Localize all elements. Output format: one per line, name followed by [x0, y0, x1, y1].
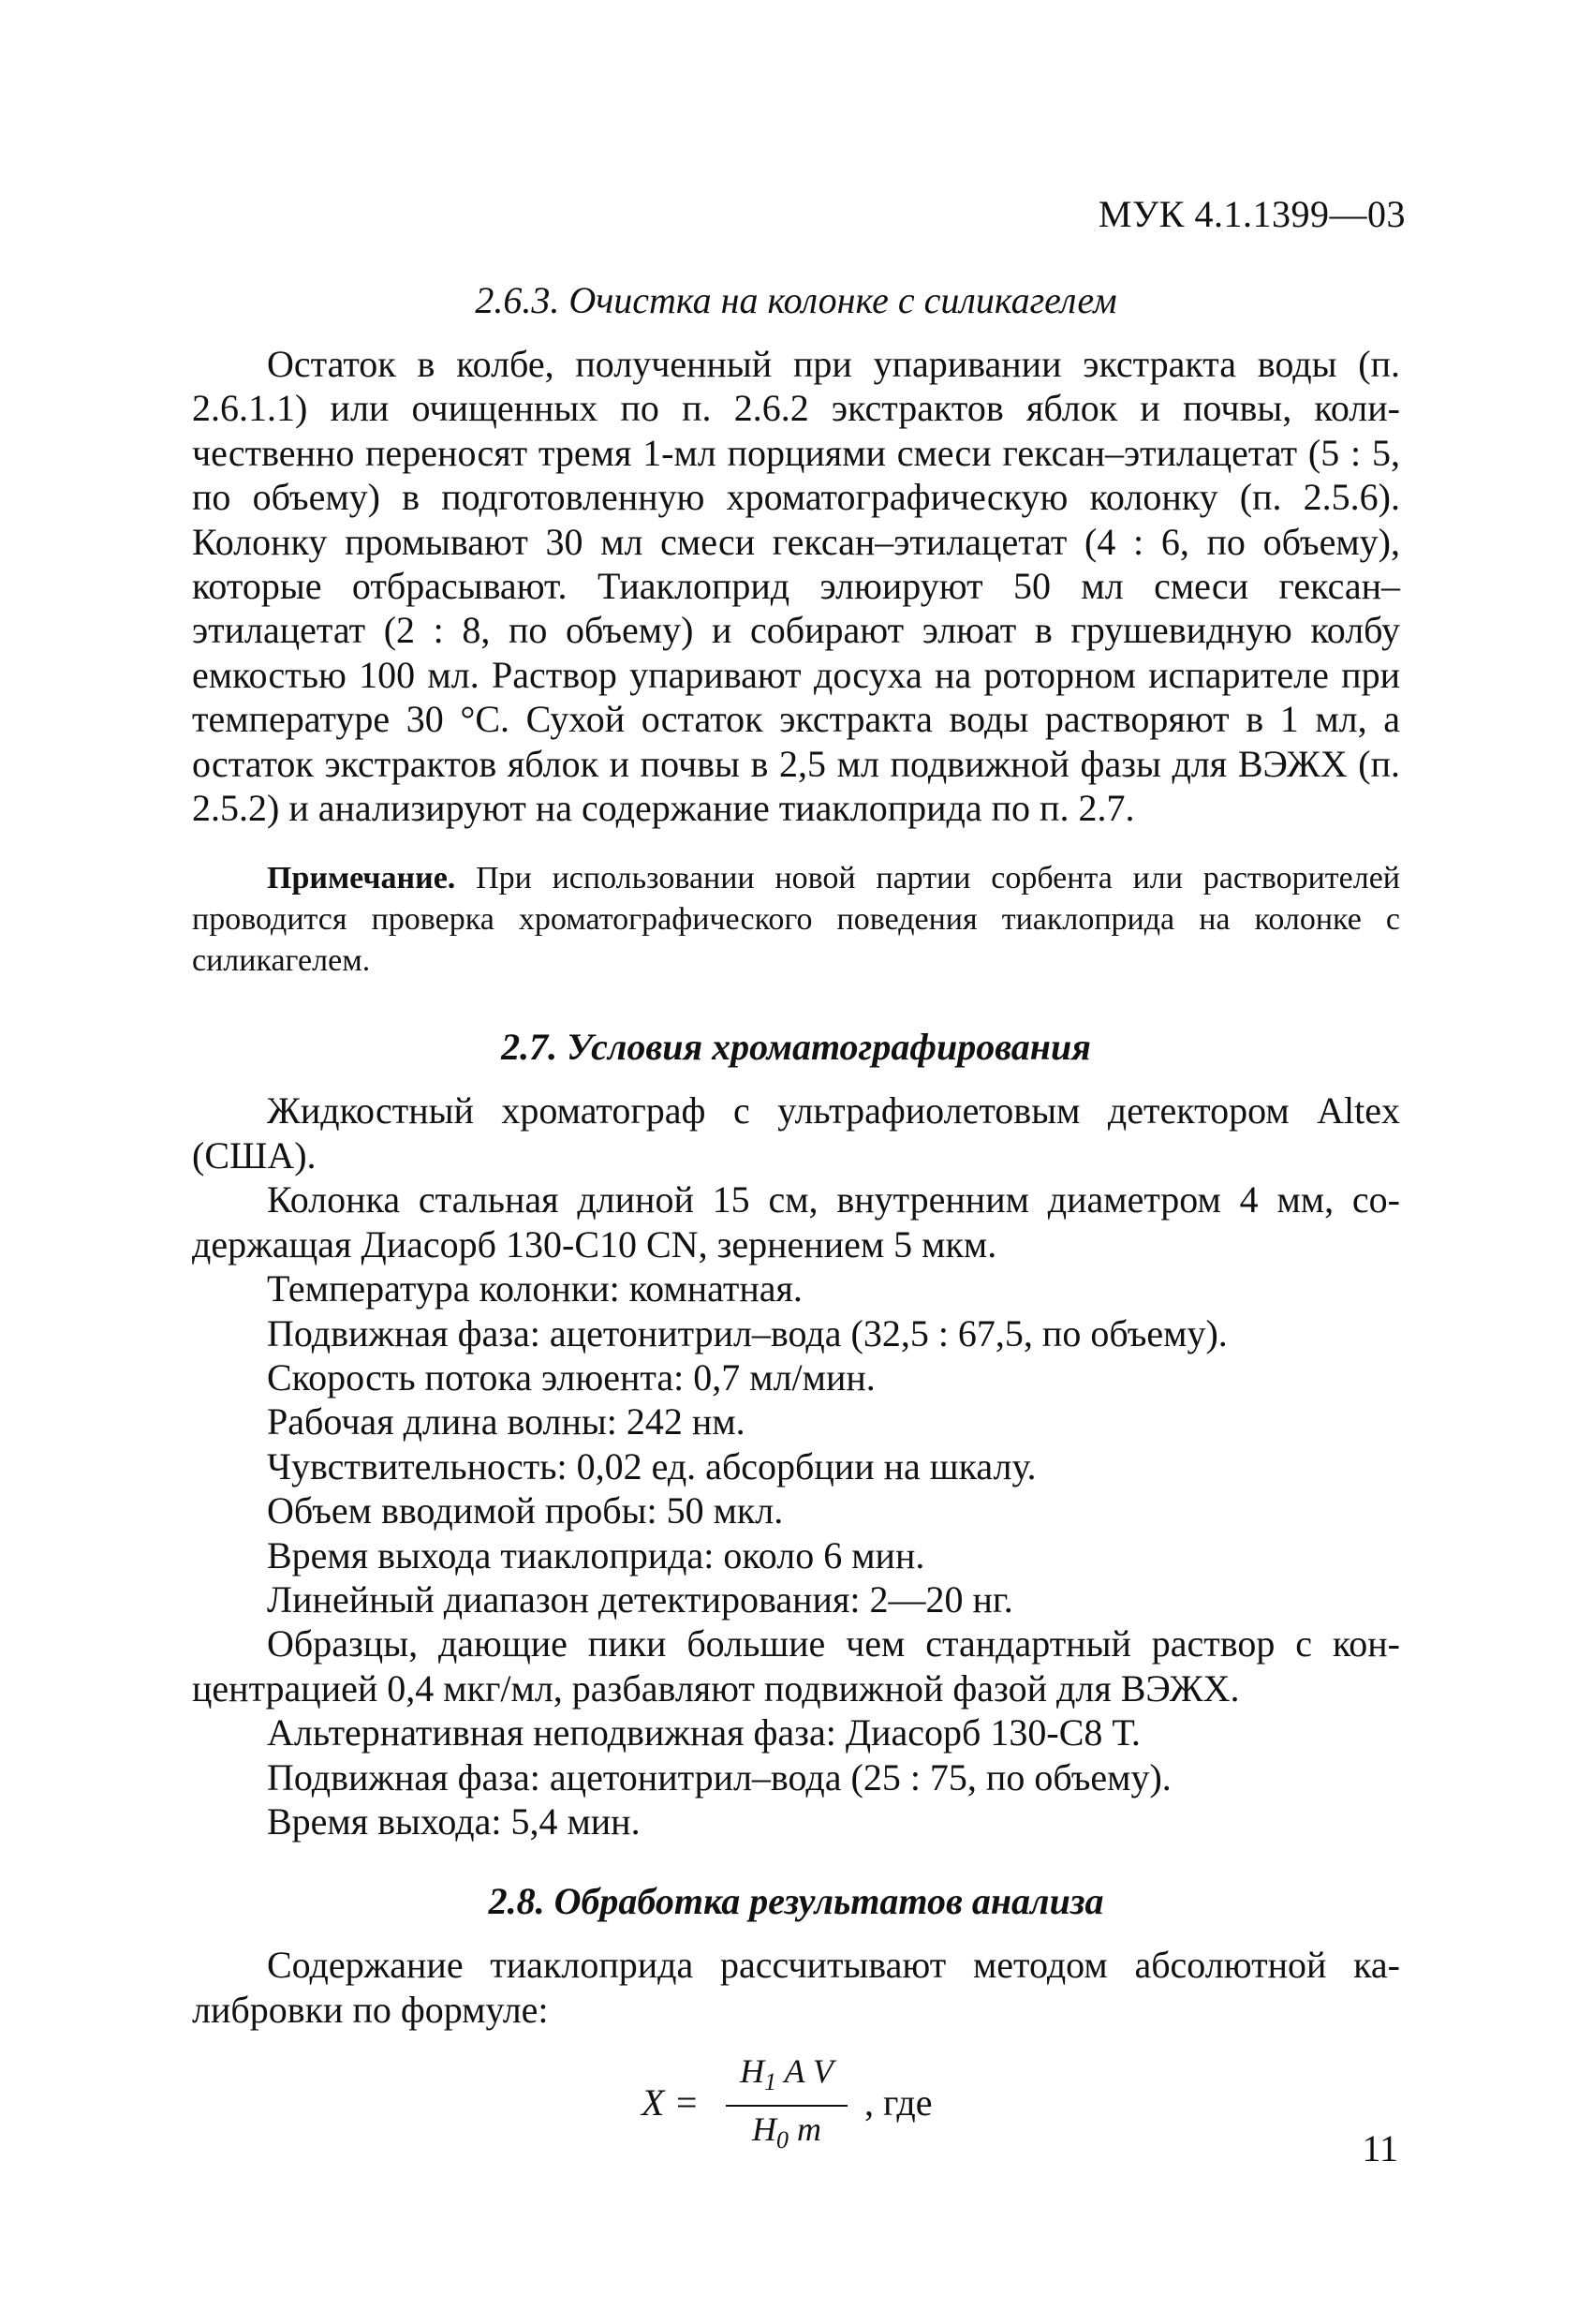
note-paragraph [192, 858, 1400, 982]
condition-line: Рабочая длина волны: 242 нм. [267, 1400, 745, 1443]
note-text: При использовании новой партии сорбента или растворителей проводится проверка хроматографического поведения тиаклоприда на колонке с силикагелем. [192, 861, 1400, 979]
formula-denominator [726, 2109, 848, 2161]
page-content [192, 276, 1400, 2154]
condition-line: Температура колонки: комнатная. [267, 1267, 803, 1310]
condition-line: Образцы, дающие пики большие чем стандартный раствор с концентрацией 0,4 мкг/мл, разбавляют подвижной фазой для ВЭЖХ. [192, 1622, 1400, 1710]
calculation-formula [642, 2050, 1400, 2154]
formula-numerator [726, 2050, 848, 2103]
fraction-bar [726, 2105, 848, 2107]
formula-fraction [726, 2050, 848, 2161]
condition-line: Альтернативная неподвижная фаза: Диасорб 130-С8 Т. [267, 1711, 1141, 1754]
formula-num-rest: A V [776, 2052, 833, 2091]
condition-line: Подвижная фаза: ацетонитрил–вода (25 : 75, по объему). [267, 1755, 1172, 1799]
section-2-8-paragraph: Содержание тиаклоприда рассчитывают методом абсолютной калибровки по формуле: [192, 1944, 1400, 2031]
section-2-7-title: 2.7. Условия хроматографирования [501, 1026, 1091, 1069]
note-label: Примечание. [267, 861, 456, 896]
formula-lhs: X = [642, 2081, 700, 2124]
formula-num-h: H [740, 2052, 765, 2091]
condition-line: Объем вводимой пробы: 50 мкл. [267, 1489, 784, 1532]
formula-den-rest: m [789, 2110, 821, 2149]
chromatography-conditions-list [192, 1088, 1400, 1843]
condition-line: Подвижная фаза: ацетонитрил–вода (32,5 : 67,5, по объему). [267, 1311, 1228, 1354]
condition-line: Линейный диапазон детектирования: 2—20 нг. [267, 1577, 1013, 1621]
section-2-8-title: 2.8. Обработка результатов анализа [488, 1880, 1104, 1923]
section-2-6-3-title: 2.6.3. Очистка на колонке с силикагелем [475, 279, 1117, 321]
formula-den-h: H [752, 2110, 776, 2149]
condition-line: Колонка стальная длиной 15 см, внутренним диаметром 4 мм, содержащая Диасорб 130-С10 CN, зернением 5 мкм. [192, 1178, 1400, 1266]
formula-num-sub: 1 [764, 2068, 777, 2096]
condition-line: Время выхода тиаклоприда: около 6 мин. [267, 1533, 925, 1576]
section-2-6-3-paragraph: Остаток в колбе, полученный при упаривании экстракта воды (п. 2.6.1.1) или очищенных по п. 2.6.2 экстрактов яблок и почвы, количественно переносят тремя 1-мл порциями смеси гексан–этилацетат (5 : 5, по объему) в подготовленную хроматографическую колонку (п. 2.5.6). Колонку промывают 30 мл смеси гексан–этилацетат (4 : 6, по объему), которые отбрасывают. Тиаклоприд элюируют 50 мл смеси гексан–этилацетат (2 : 8, по объему) и собирают элюат в грушевидную колбу емкостью 100 мл. Раствор упаривают досуха на роторном испарителе при температуре 30 °C. Сухой остаток экстракта воды растворяют в 1 мл, а остаток экстрактов яблок и почвы в 2,5 мл подвижной фазы для ВЭЖХ (п. 2.5.2) и анализируют на содержание тиаклоприда по п. 2.7. [192, 343, 1400, 830]
condition-line: Чувствительность: 0,02 ед. абсорбции на шкалу. [267, 1444, 1037, 1488]
condition-line: Скорость потока элюента: 0,7 мл/мин. [267, 1355, 876, 1399]
formula-suffix: , где [864, 2081, 933, 2124]
condition-line: Время выхода: 5,4 мин. [267, 1799, 641, 1843]
document-code-header: МУК 4.1.1399—03 [1098, 193, 1406, 235]
condition-line: Жидкостный хроматограф с ультрафиолетовым детектором Altex (США). [192, 1089, 1400, 1177]
formula-den-sub: 0 [776, 2126, 789, 2154]
page-number: 11 [1362, 2127, 1398, 2169]
